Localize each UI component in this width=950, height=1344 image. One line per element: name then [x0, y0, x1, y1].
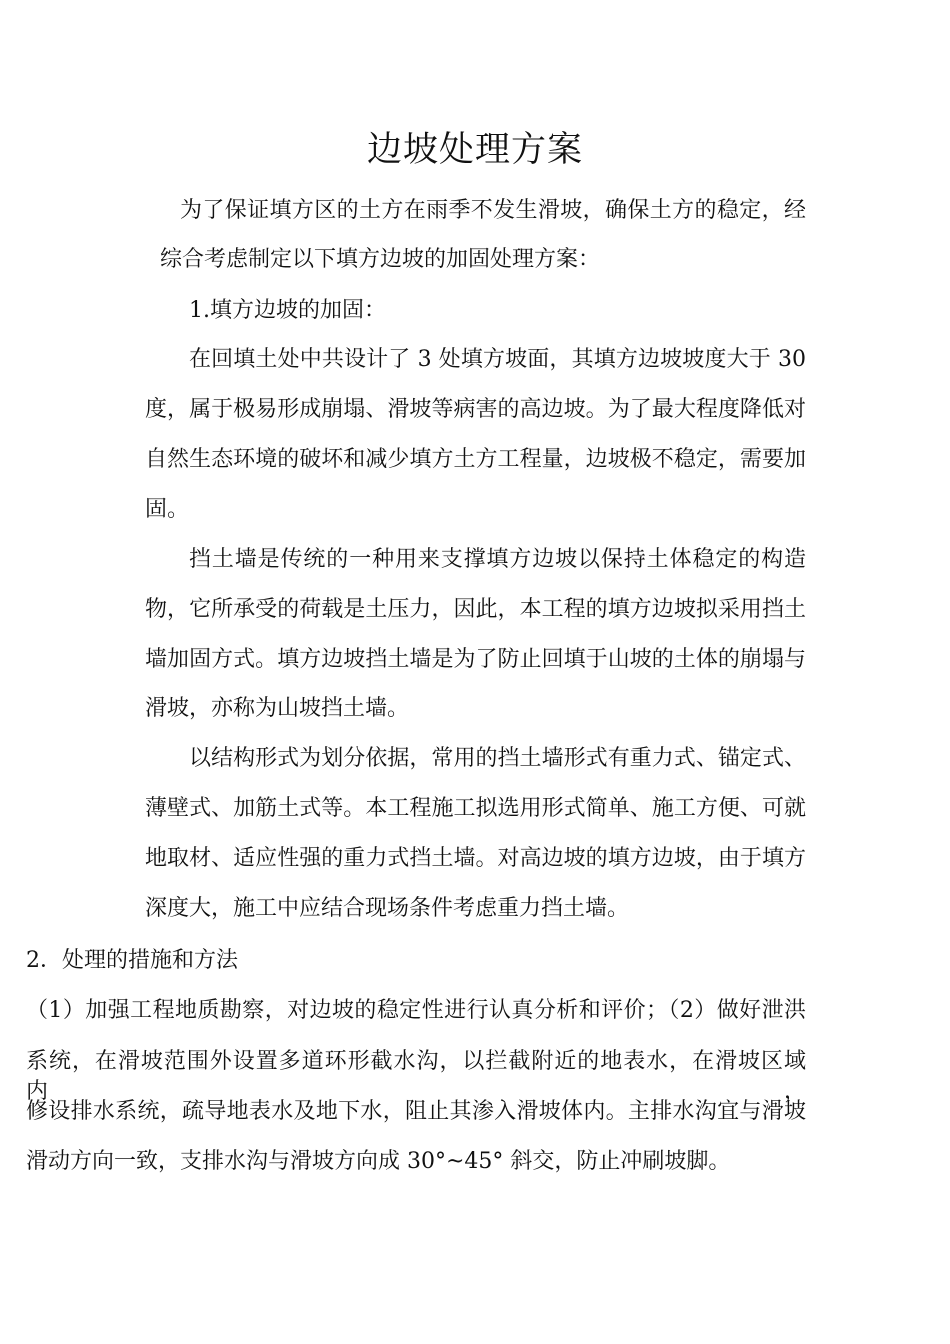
- intro-line-2: 综合考虑制定以下填方边坡的加固处理方案：: [160, 247, 601, 272]
- intro-line-1: 为了保证填方区的土方在雨季不发生滑坡，确保土方的稳定，经: [180, 198, 806, 223]
- section1-para3-line-2: 薄壁式、加筋土式等。本工程施工拟选用形式简单、施工方便、可就: [145, 796, 806, 821]
- section1-para1-line-3: 自然生态环境的破坏和减少填方土方工程量，边坡极不稳定，需要加: [145, 447, 806, 472]
- section2-line-3: 修设排水系统，疏导地表水及地下水，阻止其渗入滑坡体内。主排水沟宜与滑坡: [26, 1099, 806, 1124]
- section2-line-4: 滑动方向一致，支排水沟与滑坡方向成 30°~45° 斜交，防止冲刷坡脚。: [26, 1149, 731, 1174]
- section1-para2-line-1: 挡土墙是传统的一种用来支撑填方边坡以保持土体稳定的构造: [189, 547, 806, 572]
- section2-heading: 2．处理的措施和方法: [26, 948, 238, 973]
- section1-para1-line-1: 在回填土处中共设计了 3 处填方坡面，其填方边坡坡度大于 30: [189, 347, 806, 372]
- section1-heading: 1.填方边坡的加固：: [189, 298, 386, 323]
- section1-para1-line-4: 固。: [145, 497, 190, 522]
- section1-para1-line-2: 度，属于极易形成崩塌、滑坡等病害的高边坡。为了最大程度降低对: [145, 397, 806, 422]
- section1-para3-line-1: 以结构形式为划分依据，常用的挡土墙形式有重力式、锚定式、: [189, 746, 806, 771]
- document-title: 边坡处理方案: [366, 130, 583, 170]
- section1-para3-line-4: 深度大，施工中应结合现场条件考虑重力挡土墙。: [145, 896, 630, 921]
- section1-para2-line-3: 墙加固方式。填方边坡挡土墙是为了防止回填于山坡的土体的崩塌与: [145, 647, 806, 672]
- section1-para2-line-4: 滑坡，亦称为山坡挡土墙。: [145, 696, 410, 721]
- section2-line-2: 系统，在滑坡范围外设置多道环形截水沟，以拦截附近的地表水，在滑坡区域内，: [26, 1049, 806, 1104]
- section1-para2-line-2: 物，它所承受的荷载是土压力，因此，本工程的填方边坡拟采用挡土: [145, 597, 806, 622]
- section1-para3-line-3: 地取材、适应性强的重力式挡土墙。对高边坡的填方边坡，由于填方: [145, 846, 806, 871]
- section2-line-1: （1）加强工程地质勘察，对边坡的稳定性进行认真分析和评价；（2）做好泄洪: [26, 998, 806, 1023]
